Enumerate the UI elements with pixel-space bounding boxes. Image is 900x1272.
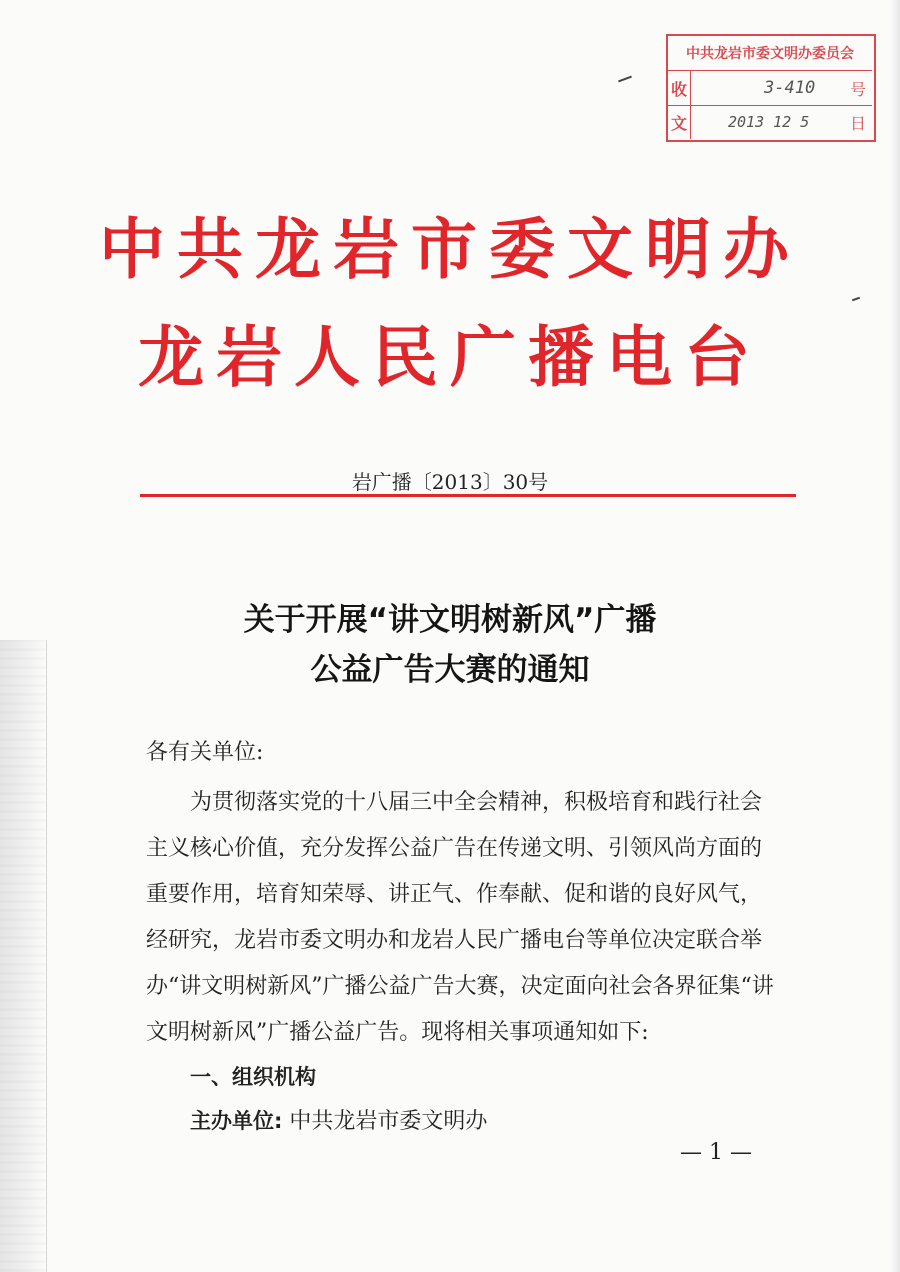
stamp-row-label: 文 <box>668 105 691 139</box>
salutation: 各有关单位: <box>146 740 264 765</box>
paragraph-line: 重要作用，培育知荣辱、讲正气、作奉献、促和谐的良好风气， <box>146 882 763 907</box>
section-heading: 一、组织机构 <box>190 1065 316 1089</box>
pen-mark <box>852 297 860 302</box>
stamp-row-date <box>668 105 872 139</box>
organizer-label: 主办单位: <box>190 1109 283 1133</box>
paragraph-line: 主义核心价值，充分发挥公益广告在传递文明、引领风尚方面的 <box>146 836 763 861</box>
paragraph-line: 办“讲文明树新风”广播公益广告大赛，决定面向社会各界征集“讲 <box>146 974 774 999</box>
organizer-line <box>190 1106 487 1137</box>
masthead-line-1: 中共龙岩市委文明办 <box>99 211 801 288</box>
binding-edge-shadow <box>0 640 47 1272</box>
organizer-value: 中共龙岩市委文明办 <box>289 1109 488 1134</box>
stamp-row-suffix: 日 <box>849 113 866 133</box>
paragraph-line: 文明树新风”广播公益广告。现将相关事项通知如下: <box>146 1020 649 1045</box>
stamp-row-number <box>668 71 872 106</box>
stamp-header: 中共龙岩市委文明办委员会 <box>668 36 872 71</box>
red-divider <box>140 494 796 497</box>
document-number: 岩广播〔2013〕30号 <box>351 470 549 494</box>
paragraph-line: 经研究，龙岩市委文明办和龙岩人民广播电台等单位决定联合举 <box>146 928 763 953</box>
stamp-row-label: 收 <box>668 71 691 105</box>
masthead-line-2: 龙岩人民广播电台 <box>138 319 762 396</box>
page-number: — 1 — <box>680 1140 752 1165</box>
document-title-line-1: 关于开展“讲文明树新风”广播 <box>243 602 657 638</box>
stamp-handwritten-number: 3-410 <box>764 78 816 98</box>
receipt-stamp <box>666 34 876 142</box>
document-title-line-2: 公益广告大赛的通知 <box>310 652 590 688</box>
pen-mark <box>618 76 632 83</box>
stamp-handwritten-date: 2013 12 5 <box>728 113 810 131</box>
paragraph-line: 为贯彻落实党的十八届三中全会精神，积极培育和践行社会 <box>190 790 763 815</box>
stamp-row-suffix: 号 <box>849 79 866 99</box>
